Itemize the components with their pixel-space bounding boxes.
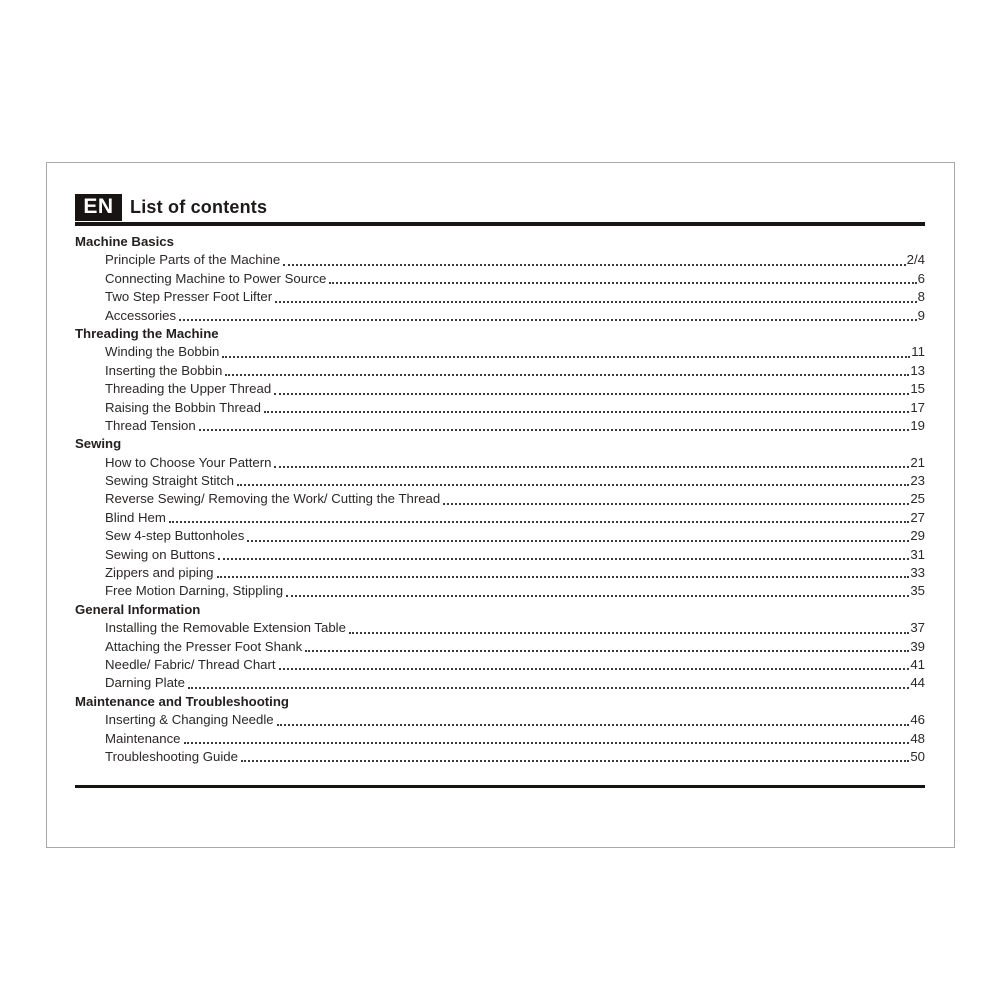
- toc-entry-label: Blind Hem: [105, 509, 166, 525]
- dot-leader: [217, 576, 910, 578]
- toc-entry-label: Raising the Bobbin Thread: [105, 399, 261, 415]
- toc: [75, 233, 925, 766]
- dot-leader: [274, 393, 909, 395]
- dot-leader: [275, 301, 917, 303]
- dot-leader: [283, 264, 905, 266]
- page-title: List of contents: [130, 196, 268, 217]
- page-number: 23: [910, 473, 925, 489]
- toc-entry-label: Maintenance: [105, 730, 181, 746]
- dot-leader: [199, 429, 910, 431]
- toc-entry: [75, 674, 925, 692]
- dot-leader: [264, 411, 909, 413]
- toc-entry-label: Sew 4-step Buttonholes: [105, 528, 245, 544]
- toc-entry: [75, 527, 925, 545]
- toc-entry-label: How to Choose Your Pattern: [105, 454, 272, 470]
- page-number: 35: [910, 583, 925, 599]
- dot-leader: [349, 632, 909, 634]
- page-number: 15: [910, 381, 925, 397]
- dot-leader: [218, 558, 909, 560]
- toc-entry: [75, 582, 925, 600]
- page-number: 25: [910, 491, 925, 507]
- dot-leader: [169, 521, 909, 523]
- toc-entry-label: Zippers and piping: [105, 565, 214, 581]
- dot-leader: [222, 356, 910, 358]
- language-badge: EN: [75, 194, 122, 221]
- toc-entry: [75, 619, 925, 637]
- toc-entry-label: Sewing Straight Stitch: [105, 473, 235, 489]
- toc-entry-label: Free Motion Darning, Stippling: [105, 583, 284, 599]
- toc-entry-label: Inserting the Bobbin: [105, 362, 223, 378]
- section-heading: General Information: [75, 601, 201, 617]
- page-number: 41: [910, 656, 925, 672]
- dot-leader: [179, 319, 917, 321]
- toc-entry: [75, 656, 925, 674]
- page-number: 33: [910, 565, 925, 581]
- toc-entry: [75, 509, 925, 527]
- page-number: 8: [917, 289, 925, 305]
- page-number: 39: [910, 638, 925, 654]
- section-heading: Sewing: [75, 436, 122, 452]
- page-number: 48: [910, 730, 925, 746]
- page-number: 29: [910, 528, 925, 544]
- toc-entry: [75, 399, 925, 417]
- page-number: 46: [910, 712, 925, 728]
- toc-entry: [75, 417, 925, 435]
- section-heading: Machine Basics: [75, 234, 174, 249]
- dot-leader: [237, 484, 909, 486]
- toc-entry: [75, 270, 925, 288]
- toc-entry-label: Inserting & Changing Needle: [105, 712, 274, 728]
- toc-entry-label: Two Step Presser Foot Lifter: [105, 289, 273, 305]
- dot-leader: [279, 668, 910, 670]
- page-number: 31: [910, 546, 925, 562]
- page-number: 50: [910, 748, 925, 764]
- dot-leader: [184, 742, 910, 744]
- dot-leader: [443, 503, 909, 505]
- toc-entry: [75, 307, 925, 325]
- toc-entry: [75, 490, 925, 508]
- toc-entry-label: Principle Parts of the Machine: [105, 252, 281, 268]
- toc-entry: [75, 564, 925, 582]
- toc-entry: [75, 638, 925, 656]
- dot-leader: [286, 595, 909, 597]
- toc-entry-label: Accessories: [105, 307, 177, 323]
- toc-entry-label: Darning Plate: [105, 675, 185, 691]
- toc-entry: [75, 362, 925, 380]
- dot-leader: [329, 282, 916, 284]
- dot-leader: [225, 374, 909, 376]
- toc-entry: [75, 748, 925, 766]
- page-number: 19: [910, 417, 925, 433]
- toc-entry-label: Threading the Upper Thread: [105, 381, 272, 397]
- header: [75, 193, 925, 221]
- toc-entry-label: Needle/ Fabric/ Thread Chart: [105, 656, 276, 672]
- toc-entry-label: Winding the Bobbin: [105, 344, 220, 360]
- page-number: 44: [910, 675, 925, 691]
- page-number: 27: [910, 509, 925, 525]
- toc-entry-label: Sewing on Buttons: [105, 546, 215, 562]
- toc-entry-label: Attaching the Presser Foot Shank: [105, 638, 303, 654]
- page-number: 9: [917, 307, 925, 323]
- page-number: 6: [917, 270, 925, 286]
- page-number: 37: [910, 620, 925, 636]
- manual-page: [46, 162, 955, 848]
- toc-entry-label: Troubleshooting Guide: [105, 748, 238, 764]
- toc-entry: [75, 380, 925, 398]
- section-heading: Threading the Machine: [75, 325, 219, 341]
- section-heading: Maintenance and Troubleshooting: [75, 693, 289, 709]
- page-number: 13: [910, 362, 925, 378]
- toc-entry: [75, 251, 925, 269]
- page-number: 11: [911, 344, 925, 360]
- toc-entry: [75, 343, 925, 361]
- toc-entry: [75, 288, 925, 306]
- dot-leader: [188, 687, 909, 689]
- toc-entry-label: Reverse Sewing/ Removing the Work/ Cutting the Thread: [105, 491, 441, 507]
- dot-leader: [305, 650, 909, 652]
- dot-leader: [247, 540, 909, 542]
- toc-entry: [75, 454, 925, 472]
- dot-leader: [274, 466, 909, 468]
- toc-entry: [75, 472, 925, 490]
- toc-entry-label: Installing the Removable Extension Table: [105, 620, 346, 636]
- toc-entry-label: Thread Tension: [105, 417, 196, 433]
- bottom-divider: [75, 785, 925, 788]
- toc-entry: [75, 711, 925, 729]
- dot-leader: [241, 760, 909, 762]
- page-number: 2/4: [906, 252, 925, 268]
- title-divider: [75, 222, 925, 226]
- page-number: 21: [910, 454, 925, 470]
- toc-entry: [75, 546, 925, 564]
- toc-entry: [75, 730, 925, 748]
- dot-leader: [277, 724, 910, 726]
- toc-entry-label: Connecting Machine to Power Source: [105, 270, 327, 286]
- page-number: 17: [910, 399, 925, 415]
